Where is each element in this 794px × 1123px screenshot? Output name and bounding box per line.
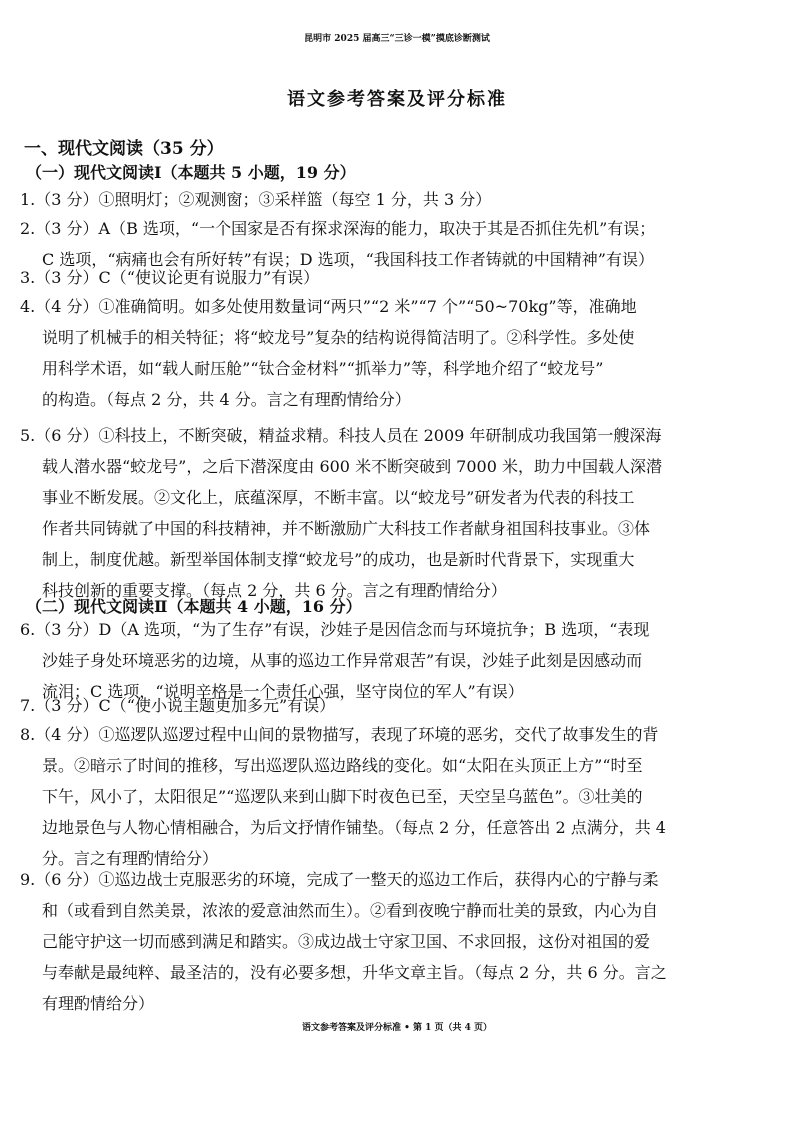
answer-line: 的构造。（每点 2 分，共 4 分。言之有理酌情给分） (42, 390, 411, 409)
answer-line: 2.（3 分）A（B 选项，“一个国家是否有探求深海的能力，取决于其是否抓住先机”有误； (20, 219, 656, 238)
answer-line: 景。②暗示了时间的推移，写出巡逻队巡边路线的变化。如“太阳在头顶正上方”“时至 (42, 756, 643, 775)
answer-line: 载人潜水器“蛟龙号”，之后下潜深度由 600 米不断突破到 7000 米，助力中国载人深潜 (42, 457, 662, 476)
answer-line: 8.（4 分）①巡逻队巡逻过程中山间的景物描写，表现了环境的恶劣，交代了故事发生的背 (20, 725, 659, 744)
answer-line: 和（或看到自然美景，浓浓的爱意油然而生）。②看到夜晚宁静而壮美的景致，内心为自 (42, 901, 659, 920)
answer-line: 说明了机械手的相关特征；将“蛟龙号”复杂的结构说得简洁明了。②科学性。多处使 (42, 328, 635, 347)
answer-line: 用科学术语，如“载人耐压舱”“钛合金材料”“抓举力”等，科学地介绍了“蛟龙号” (42, 359, 604, 378)
answer-line: 流泪；C 选项，“说明辛格是一个责任心强，坚守岗位的军人”有误） (42, 682, 524, 701)
answer-line: 边地景色与人物心情相融合，为后文抒情作铺垫。（每点 2 分，任意答出 2 点满分，共 4 (42, 818, 666, 837)
answer-line: 有理酌情给分） (42, 994, 155, 1013)
answer-line: 沙娃子身处环境恶劣的边境，从事的巡边工作异常艰苦”有误，沙娃子此刻是因感动而 (42, 651, 643, 670)
section-heading: 一、现代文阅读（35 分） (24, 139, 224, 159)
answer-line: 6.（3 分）D（A 选项，“为了生存”有误，沙娃子是因信念而与环境抗争；B 选项，“表现 (20, 620, 650, 639)
answer-q9 (20, 864, 720, 1019)
answer-q8 (20, 719, 720, 874)
answer-q4 (20, 291, 720, 415)
answer-line: 下午，风小了，太阳很足”“巡逻队来到山脚下时夜色已至，天空呈乌蓝色”。③壮美的 (42, 787, 643, 806)
answer-q3 (20, 262, 720, 293)
answer-q5 (20, 420, 720, 606)
exam-title: 昆明市 2025 届高三“三诊一模”摸底诊断测试 (304, 34, 490, 44)
answer-line: 事业不断发展。②文化上，底蕴深厚，不断丰富。以“蛟龙号”研发者为代表的科技工 (42, 488, 635, 507)
answer-line: 与奉献是最纯粹、最圣洁的，没有必要多想，升华文章主旨。（每点 2 分，共 6 分。言之 (42, 963, 667, 982)
answer-line: 作者共同铸就了中国的科技精神，并不断激励广大科技工作者献身祖国科技事业。③体 (42, 519, 651, 538)
answer-q7 (20, 690, 720, 721)
document-title: 语文参考答案及评分标准 (287, 89, 507, 110)
answer-line: 9.（6 分）①巡边战士克服恶劣的环境，完成了一整天的巡边工作后，获得内心的宁静与柔 (20, 870, 659, 889)
answer-line: 分。言之有理酌情给分） (42, 849, 219, 868)
part2-heading: （二）现代文阅读Ⅱ（本题共 4 小题，16 分） (26, 597, 362, 616)
answer-line: 4.（4 分）①准确简明。如多处使用数量词“两只”“2 米”“7 个”“50~70kg”等，准确地 (20, 297, 637, 316)
answer-line: 1.（3 分）①照明灯；②观测窗；③采样篮（每空 1 分，共 3 分） (20, 190, 492, 209)
answer-line: C 选项，“病痛也会有所好转”有误；D 选项，“我国科技工作者铸就的中国精神”有误） (42, 250, 654, 269)
page-footer: 语文参考答案及评分标准 • 第 1 页（共 4 页） (301, 1023, 493, 1033)
part1-heading: （一）现代文阅读Ⅰ（本题共 5 小题，19 分） (26, 163, 356, 182)
answer-line: 己能守护这一切而感到满足和踏实。③成边战士守家卫国、不求回报，这份对祖国的爱 (42, 932, 651, 951)
answer-line: 5.（6 分）①科技上，不断突破，精益求精。科技人员在 2009 年研制成功我国第一艘深海 (20, 426, 662, 445)
answer-q1 (20, 184, 720, 215)
answer-line: 7.（3 分）C（“使小说主题更加多元”有误） (20, 696, 336, 715)
answer-line: 3.（3 分）C（“使议论更有说服力”有误） (20, 268, 320, 287)
answer-line: 科技创新的重要支撑。（每点 2 分，共 6 分。言之有理酌情给分） (42, 581, 507, 600)
answer-line: 制上，制度优越。新型举国体制支撑“蛟龙号”的成功，也是新时代背景下，实现重大 (42, 550, 635, 569)
